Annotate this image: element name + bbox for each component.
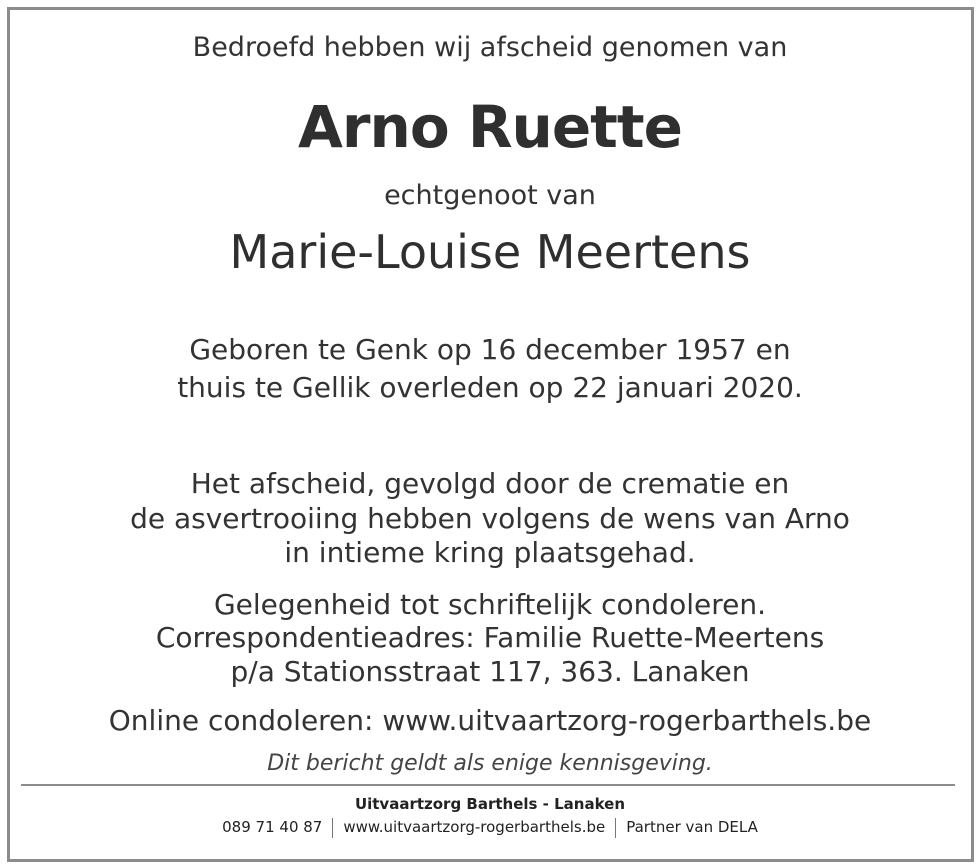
birth-line-1: Geboren te Genk op 16 december 1957 en bbox=[189, 333, 791, 366]
footer-phone: 089 71 40 87 bbox=[222, 818, 323, 836]
footer-separator bbox=[615, 818, 616, 838]
farewell-line-1: Het afscheid, gevolgd door de crematie en bbox=[190, 467, 790, 500]
online-condolence-text: Online condoleren: www.uitvaartzorg-rogerbarthels.be bbox=[108, 704, 872, 737]
notice-text: Dit bericht geldt als enige kennisgeving. bbox=[267, 751, 713, 776]
condolence-line-3: p/a Stationsstraat 117, 363. Lanaken bbox=[230, 655, 750, 688]
condolence-line-1: Gelegenheid tot schriftelijk condoleren. bbox=[213, 588, 767, 621]
relation-text: echtgenoot van bbox=[384, 180, 596, 211]
footer-divider bbox=[21, 784, 955, 786]
funeral-home-name: Uitvaartzorg Barthels - Lanaken bbox=[354, 795, 626, 813]
footer-contact-row bbox=[0, 818, 980, 838]
deceased-name: Arno Ruette bbox=[298, 93, 682, 161]
condolence-line-2: Correspondentieadres: Familie Ruette-Meertens bbox=[155, 621, 825, 654]
footer-separator bbox=[332, 818, 333, 838]
partner-name: Marie-Louise Meertens bbox=[229, 225, 751, 279]
birth-line-2: thuis te Gellik overleden op 22 januari 2020. bbox=[177, 371, 803, 404]
footer-partner: Partner van DELA bbox=[626, 818, 758, 836]
footer-website: www.uitvaartzorg-rogerbarthels.be bbox=[343, 818, 606, 836]
farewell-line-2: de asvertrooiing hebben volgens de wens van Arno bbox=[130, 502, 850, 535]
farewell-line-3: in intieme kring plaatsgehad. bbox=[284, 536, 696, 569]
intro-text: Bedroefd hebben wij afscheid genomen van bbox=[192, 32, 788, 63]
